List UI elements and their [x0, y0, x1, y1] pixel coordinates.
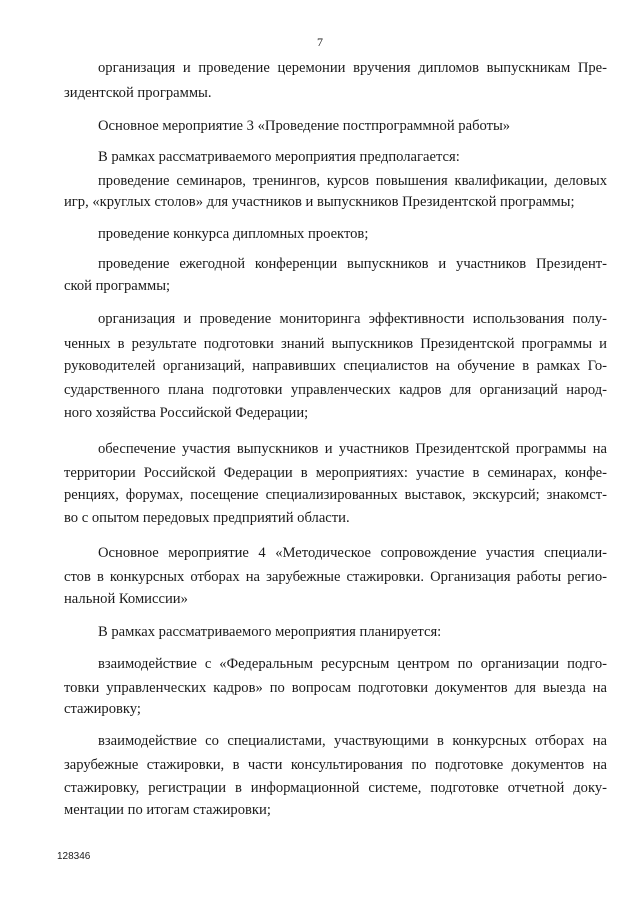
text-line: ченных в результате подготовки знаний выпускников Президентской программы и — [64, 336, 607, 352]
text-line: проведение ежегодной конференции выпускников и участников Президент- — [98, 256, 607, 272]
text-line: проведение семинаров, тренингов, курсов повышения квалификации, деловых — [98, 173, 607, 189]
text-line: товки управленческих кадров» по вопросам подготовки документов для выезда на — [64, 680, 607, 696]
text-line: обеспечение участия выпускников и участников Президентской программы на — [98, 441, 607, 457]
text-line: Основное мероприятие 4 «Методическое сопровождение участия специали- — [98, 545, 607, 561]
text-line: во с опытом передовых предприятий области. — [64, 510, 350, 526]
document-code: 128346 — [57, 851, 91, 862]
text-line: игр, «круглых столов» для участников и выпускников Президентской программы; — [64, 194, 575, 210]
page-number: 7 — [317, 35, 323, 49]
text-line: ментации по итогам стажировки; — [64, 802, 271, 818]
text-line: В рамках рассматриваемого мероприятия планируется: — [98, 624, 442, 640]
text-line: стажировку, регистрации в информационной системе, подготовке отчетной доку- — [64, 780, 607, 796]
text-line: организация и проведение мониторинга эффективности использования полу- — [98, 311, 607, 327]
text-line: стажировку; — [64, 701, 141, 717]
text-line: ного хозяйства Российской Федерации; — [64, 405, 309, 421]
text-line: проведение конкурса дипломных проектов; — [98, 226, 369, 242]
text-line: В рамках рассматриваемого мероприятия предполагается: — [98, 149, 460, 165]
text-line: ской программы; — [64, 278, 171, 294]
text-line: руководителей организаций, направивших специалистов на обучение в рамках Го- — [64, 358, 607, 374]
text-line: ренциях, форумах, посещение специализированных выставок, экскурсий; знакомст- — [64, 487, 607, 503]
text-line: взаимодействие с «Федеральным ресурсным центром по организации подго- — [98, 656, 607, 672]
text-line: территории Российской Федерации в мероприятиях: участие в семинарах, конфе- — [64, 465, 607, 481]
text-line: нальной Комиссии» — [64, 591, 188, 607]
text-line: сударственного плана подготовки управленческих кадров для организаций народ- — [64, 382, 607, 398]
text-line: стов в конкурсных отборах на зарубежные стажировки. Организация работы регио- — [64, 569, 607, 585]
text-line: зидентской программы. — [64, 85, 212, 101]
text-line: взаимодействие со специалистами, участвующими в конкурсных отборах на — [98, 733, 607, 749]
text-line: организация и проведение церемонии вручения дипломов выпускникам Пре- — [98, 60, 607, 76]
text-line: зарубежные стажировки, в части консультирования по подготовке документов на — [64, 757, 607, 773]
text-line: Основное мероприятие 3 «Проведение постпрограммной работы» — [98, 118, 511, 134]
